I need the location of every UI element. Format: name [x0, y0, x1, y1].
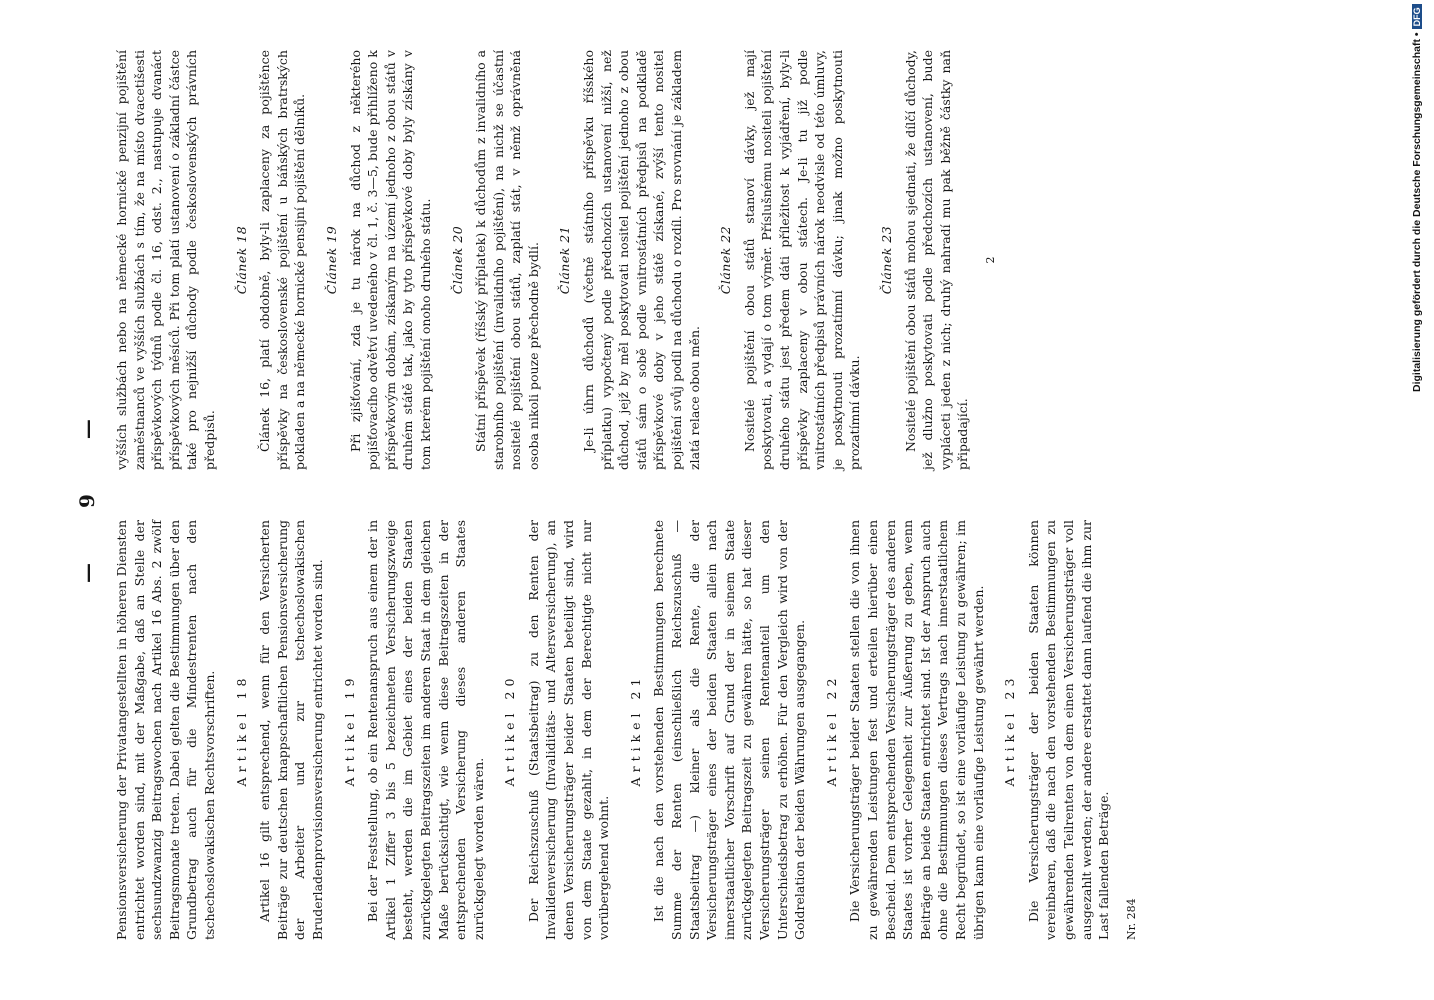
header-dash-left: — [75, 560, 99, 583]
czech-heading-20: Článek 20 [449, 225, 465, 295]
digitization-credit-text: Digitalisierung gefördert durch die Deutsche Forschungsgemeinschaft • [1411, 32, 1423, 392]
czech-paragraph-21: Je-li úhrn důchodů (včetně státního příspěvku říšského příplatku) vypočtený podle předchozích ustanovení nižší, než důchod, jejž by měl poskytovati nositel pojištění jednoho z obou států sám o sobě podle vnitrostátních předpisů na podkladě příspěvkové doby v jeho státě získané, zvýší tento nositel pojištění svůj podíl na důchodu o rozdíl. Pro srovnání je základem zlatá relace obou měn. [581, 50, 702, 470]
german-column [113, 520, 1140, 940]
digitization-sidebar [1409, 0, 1433, 1000]
czech-paragraph-18: Článek 16, platí obdobně, byly-li zaplaceny za pojištěnce příspěvky na československé pojištění u báňských bratrských pokladen a na německé hornické pensijní pojištění dělníků. [257, 50, 308, 470]
czech-heading-18: Článek 18 [233, 225, 249, 295]
german-heading-19: Artikel 19 [341, 673, 357, 787]
german-paragraph-21: Ist die nach den vorstehenden Bestimmungen berechnete Summe der Renten (einschließlich Reichszuschuß — Staatsbeitrag —) kleiner als die Rente, die der Versicherungsträger eines der beiden Staaten allein nach innerstaatlicher Vorschrift auf Grund der in seinem Staate zurückgelegten Beitragszeit zu gewähren hätte, so hat dieser Versicherungsträger seinen Rentenanteil um den Unterschiedsbetrag zu erhöhen. Für den Vergleich wird von der Goldrelation der beiden Währungen ausgegangen. [651, 520, 808, 940]
dfg-logo: DFG [1412, 4, 1422, 29]
german-heading-21: Artikel 21 [627, 673, 643, 787]
german-paragraph-19: Bei der Feststellung, ob ein Rentenanspruch aus einem der in Artikel 1 Ziffer 3 bis 5 bezeichneten Versicherungszweige besteht, werden die im Gebiet eines der beiden Staaten zurückgelegten Beitragszeiten im anderen Staat in dem gleichen Maße berücksichtigt, wie wenn diese Beitragszeiten in der entsprechenden Versicherung dieses anderen Staates zurückgelegt worden wären. [365, 520, 486, 940]
german-heading-20: Artikel 20 [502, 673, 518, 787]
czech-paragraph-20: Státní příspěvek (říšský příplatek) k důchodům z invalidního a starobního pojištění (invalidního pojištění), na nichž se účastní nositelé pojištění obou států, zaplatí stát, v němž oprávněná osoba nikoli pouze přechodně bydlí. [473, 50, 541, 470]
german-paragraph-23: Die Versicherungsträger der beiden Staaten können vereinbaren, daß die nach den vorstehenden Bestimmungen zu gewährenden Teilrenten von dem einen Versicherungsträger voll ausgezahlt werden; der andere erstattet dann laufend die ihm zur Last fallenden Beträge. [1025, 520, 1112, 940]
issue-number: Nr. 284 [1124, 898, 1138, 940]
czech-paragraph-23: Nositelé pojištění obou států mohou sjednati, že dílčí důchody, jež dlužno poskytovati podle předchozích ustanovení, bude vypláceti jeden z nich; druhý nahradí mu pak běžně částky naň připadající. [902, 50, 971, 470]
german-intro: Pensionsversicherung der Privatangestellten in höheren Diensten entrichtet worden sind, mit der Maßgabe, daß an Stelle der sechsundzwanzig Beitragswochen nach Artikel 16 Abs. 2 zwölf Beitragsmonate treten. Dabei gelten die Bestimmungen über den Grundbetrag auch für die Mindestrenten nach den tschechoslowakischen Rechtsvorschriften. [114, 520, 217, 940]
german-heading-18: Artikel 18 [233, 673, 249, 787]
czech-paragraph-19: Při zjišťování, zda je tu nárok na důchod z některého pojišťovacího odvětví uvedeného v čl. 1, č. 3—5, bude přihlíženo k příspěvkovým dobám, získaným na území jednoho z obou států v druhém státě tak, jako by tyto příspěvkové doby byly získány v tom kterém pojištění onoho druhého státu. [347, 50, 433, 470]
digitization-credit [1411, 2, 1429, 392]
czech-heading-22: Článek 22 [718, 225, 734, 295]
czech-heading-21: Článek 21 [557, 225, 573, 295]
german-paragraph-18: Artikel 16 gilt entsprechend, wenn für den Versicherten Beiträge zur deutschen knappschaftlichen Pensionsversicherung der Arbeiter und zur tschechoslowakischen Bruderladenprovisionsversicherung entrichtet worden sind. [257, 520, 325, 940]
signature-mark: 2 [983, 256, 997, 264]
german-heading-22: Artikel 22 [823, 673, 839, 787]
czech-paragraph-22: Nositelé pojištění obou států stanoví dávky, jež mají poskytovati, a vydají o tom výměr. Příslušnému nositeli pojištění druhého státu jest předem dáti příležitost k vyjádření, byly-li příspěvky zaplaceny v obou státech. Je-li tu již podle vnitrostátních předpisů právních nárok neodvisle od této úmluvy, je poskytnouti prozatímní dávku; jinak možno poskytnouti prozatímní dávku. [741, 50, 863, 470]
czech-intro: vyšších službách nebo na německé hornické penzijní pojištění zaměstnanců ve vyšších službách s tím, že na místo dvacetišesti příspěvkových týdnů podle čl. 16, odst. 2., nastupuje dvanáct příspěvkových měsíců. Při tom platí ustanovení o základní částce také pro nejnižší důchody podle československých právních předpisů. [114, 50, 217, 470]
german-paragraph-22: Die Versicherungsträger beider Staaten stellen die von ihnen zu gewährenden Leistungen fest und erteilen hierüber einen Bescheid. Dem entsprechenden Versicherungsträger des anderen Staates ist vorher Gelegenheit zur Äußerung zu geben, wenn Beiträge an beide Staaten entrichtet sind. Ist der Anspruch auch ohne die Bestimmungen dieses Vertrags nach innerstaatlichem Recht begründet, so ist eine vorläufige Leistung zu gewähren; im übrigen kann eine vorläufige Leistung gewährt werden. [847, 520, 986, 940]
header-dash-right: — [75, 417, 99, 440]
czech-column [113, 50, 1000, 470]
czech-heading-23: Článek 23 [878, 225, 894, 295]
german-heading-23: Artikel 23 [1002, 673, 1018, 787]
czech-heading-19: Článek 19 [323, 225, 339, 295]
german-paragraph-20: Der Reichszuschuß (Staatsbeitrag) zu den Renten der Invalidenversicherung (Invaliditäts- und Altersversicherung), an denen Versicherungsträger beider Staaten beteiligt sind, wird von dem Staate gezahlt, in dem der Berechtigte nicht nur vorübergehend wohnt. [525, 520, 612, 940]
page-header [75, 40, 115, 960]
page-number: 9 [75, 492, 99, 508]
rotated-page [75, 40, 1275, 960]
